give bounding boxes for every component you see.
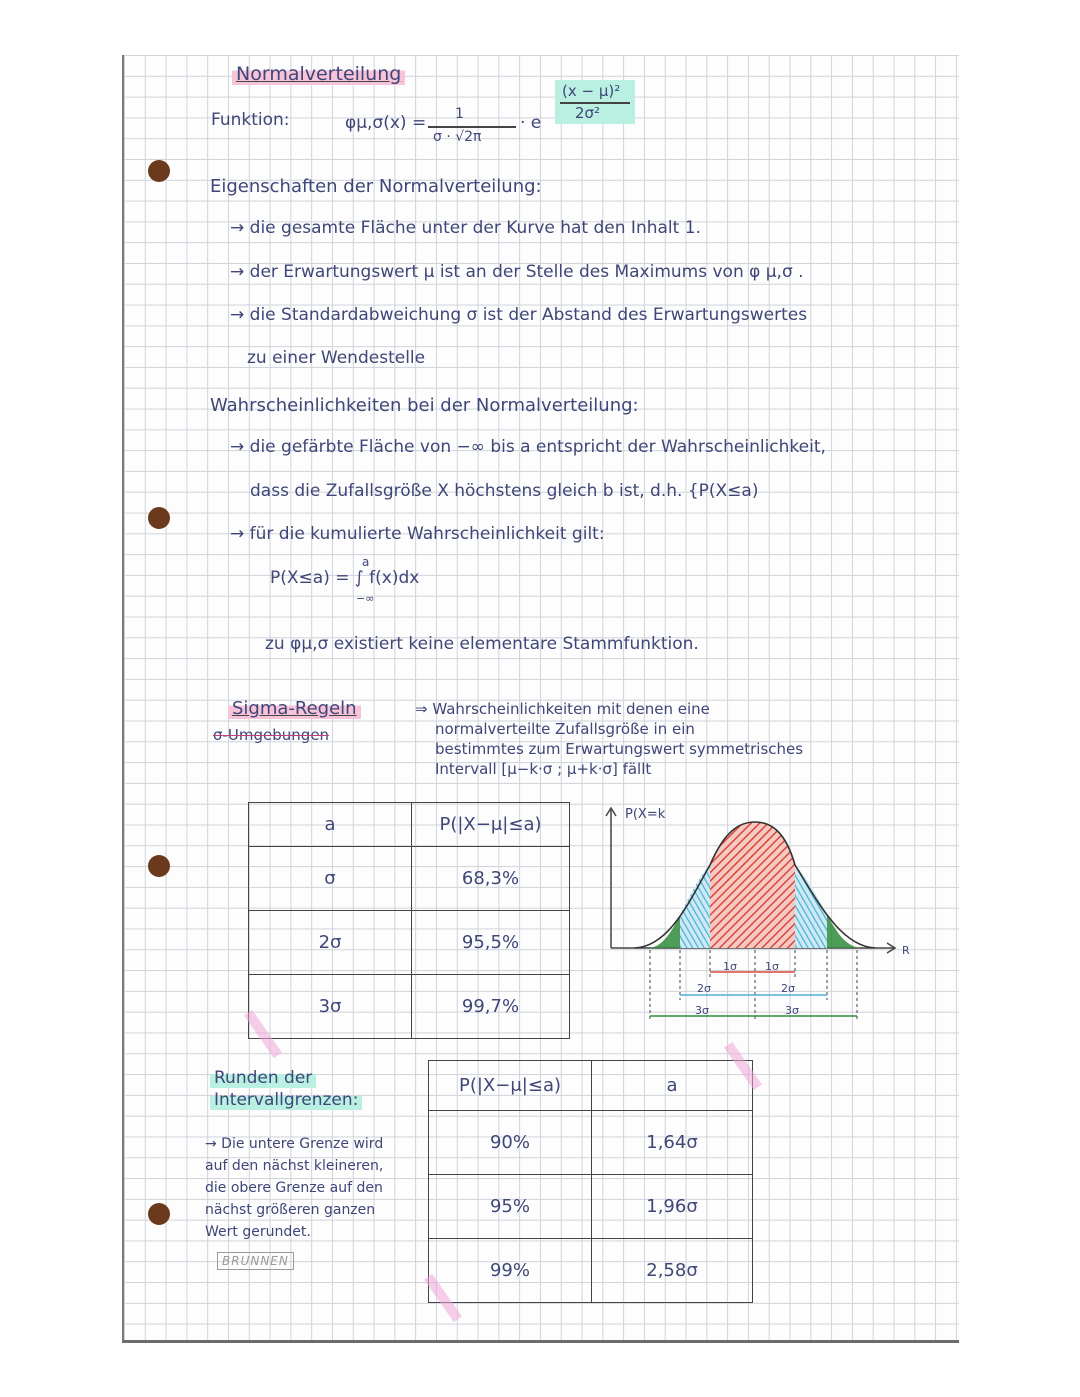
rounding-heading: Intervallgrenzen: bbox=[210, 1090, 362, 1110]
punch-hole bbox=[148, 507, 170, 529]
integral-upper-bound: a bbox=[362, 555, 370, 569]
sigma-subheading: σ-Umgebungen bbox=[213, 726, 330, 744]
table-row bbox=[249, 911, 570, 975]
area-2sigma-right bbox=[795, 865, 827, 948]
exponent-denominator: 2σ² bbox=[575, 104, 601, 122]
stammfunktion-note: zu φμ,σ existiert keine elementare Stammfunktion. bbox=[265, 634, 699, 654]
sigma-table bbox=[248, 802, 570, 1039]
sigma-description: ⇒ Wahrscheinlichkeiten mit denen eine bbox=[415, 700, 710, 718]
probability-line: dass die Zufallsgröße X höchstens gleich b ist, d.h. {P(X≤a) bbox=[250, 481, 759, 501]
table-cell: 2σ bbox=[249, 911, 412, 975]
formula-numerator: 1 bbox=[455, 106, 464, 122]
sigma-description: normalverteilte Zufallsgröße in ein bbox=[435, 720, 695, 738]
sigma-rules-heading: Sigma-Regeln bbox=[228, 698, 361, 719]
table-header-row bbox=[429, 1061, 753, 1111]
rounding-heading: Runden der bbox=[210, 1068, 316, 1088]
table-cell: 1,64σ bbox=[592, 1111, 753, 1175]
table-header-row bbox=[249, 803, 570, 847]
sigma-2-label: 2σ bbox=[697, 982, 711, 995]
property-item: → der Erwartungswert μ ist an der Stelle des Maximums von φ μ,σ . bbox=[230, 262, 804, 282]
rounding-text: auf den nächst kleineren, bbox=[205, 1158, 384, 1174]
sigma-2-label: 2σ bbox=[781, 982, 795, 995]
property-item: zu einer Wendestelle bbox=[247, 348, 426, 368]
property-item: → die Standardabweichung σ ist der Abstand des Erwartungswertes bbox=[230, 305, 808, 325]
normal-distribution-graph bbox=[595, 800, 925, 1030]
brunnen-logo: BRUNNEN bbox=[217, 1252, 294, 1270]
rounding-text: die obere Grenze auf den bbox=[205, 1180, 383, 1196]
table-row bbox=[249, 975, 570, 1039]
table-row bbox=[249, 847, 570, 911]
table-cell: 2,58σ bbox=[592, 1239, 753, 1303]
punch-hole bbox=[148, 855, 170, 877]
sigma-description: Intervall [μ−k·σ ; μ+k·σ] fällt bbox=[435, 760, 652, 778]
page-title: Normalverteilung bbox=[232, 63, 405, 85]
probability-heading: Wahrscheinlichkeiten bei der Normalverteilung: bbox=[210, 395, 639, 416]
probability-line: → für die kumulierte Wahrscheinlichkeit gilt: bbox=[230, 524, 605, 544]
table-row bbox=[429, 1175, 753, 1239]
table-cell: 90% bbox=[429, 1111, 592, 1175]
area-2sigma-left bbox=[680, 865, 710, 948]
formula-denominator: σ · √2π bbox=[433, 129, 482, 145]
properties-heading: Eigenschaften der Normalverteilung: bbox=[210, 176, 542, 197]
sigma-3-label: 3σ bbox=[785, 1004, 799, 1017]
fraction-bar bbox=[428, 126, 516, 128]
property-item: → die gesamte Fläche unter der Kurve hat den Inhalt 1. bbox=[230, 218, 701, 238]
table-row bbox=[429, 1111, 753, 1175]
tail-3sigma-left bbox=[650, 915, 680, 948]
table-cell: 95% bbox=[429, 1175, 592, 1239]
integral-formula: P(X≤a) = ∫ f(x)dx bbox=[270, 568, 420, 588]
rounding-table bbox=[428, 1060, 753, 1303]
x-axis-label: R bbox=[902, 944, 910, 957]
rounding-text: nächst größeren ganzen bbox=[205, 1202, 376, 1218]
table-cell: 68,3% bbox=[412, 847, 570, 911]
rounding-text: Wert gerundet. bbox=[205, 1224, 311, 1240]
table-cell: 3σ bbox=[249, 975, 412, 1039]
formula-lhs: φμ,σ(x) = bbox=[345, 113, 427, 133]
table-cell: 1,96σ bbox=[592, 1175, 753, 1239]
formula-e: · e bbox=[520, 113, 542, 133]
punch-hole bbox=[148, 160, 170, 182]
table-cell: 95,5% bbox=[412, 911, 570, 975]
table-cell: 99,7% bbox=[412, 975, 570, 1039]
table-cell: σ bbox=[249, 847, 412, 911]
punch-hole bbox=[148, 1203, 170, 1225]
sigma-3-label: 3σ bbox=[695, 1004, 709, 1017]
sigma-description: bestimmtes zum Erwartungswert symmetrisches bbox=[435, 740, 804, 758]
table-row bbox=[429, 1239, 753, 1303]
table-header-cell: a bbox=[592, 1061, 753, 1111]
probability-line: → die gefärbte Fläche von −∞ bis a entspricht der Wahrscheinlichkeit, bbox=[230, 437, 826, 457]
table-header-cell: P(|X−μ|≤a) bbox=[412, 803, 570, 847]
integral-lower-bound: −∞ bbox=[356, 592, 375, 605]
sigma-1-label: 1σ bbox=[723, 960, 737, 973]
exponent-numerator: (x − μ)² bbox=[562, 82, 621, 100]
table-header-cell: a bbox=[249, 803, 412, 847]
y-axis-label: P(X=k bbox=[625, 807, 666, 822]
table-header-cell: P(|X−μ|≤a) bbox=[429, 1061, 592, 1111]
sigma-1-label: 1σ bbox=[765, 960, 779, 973]
function-label: Funktion: bbox=[211, 110, 290, 130]
rounding-text: → Die untere Grenze wird bbox=[205, 1136, 384, 1152]
table-cell: 99% bbox=[429, 1239, 592, 1303]
